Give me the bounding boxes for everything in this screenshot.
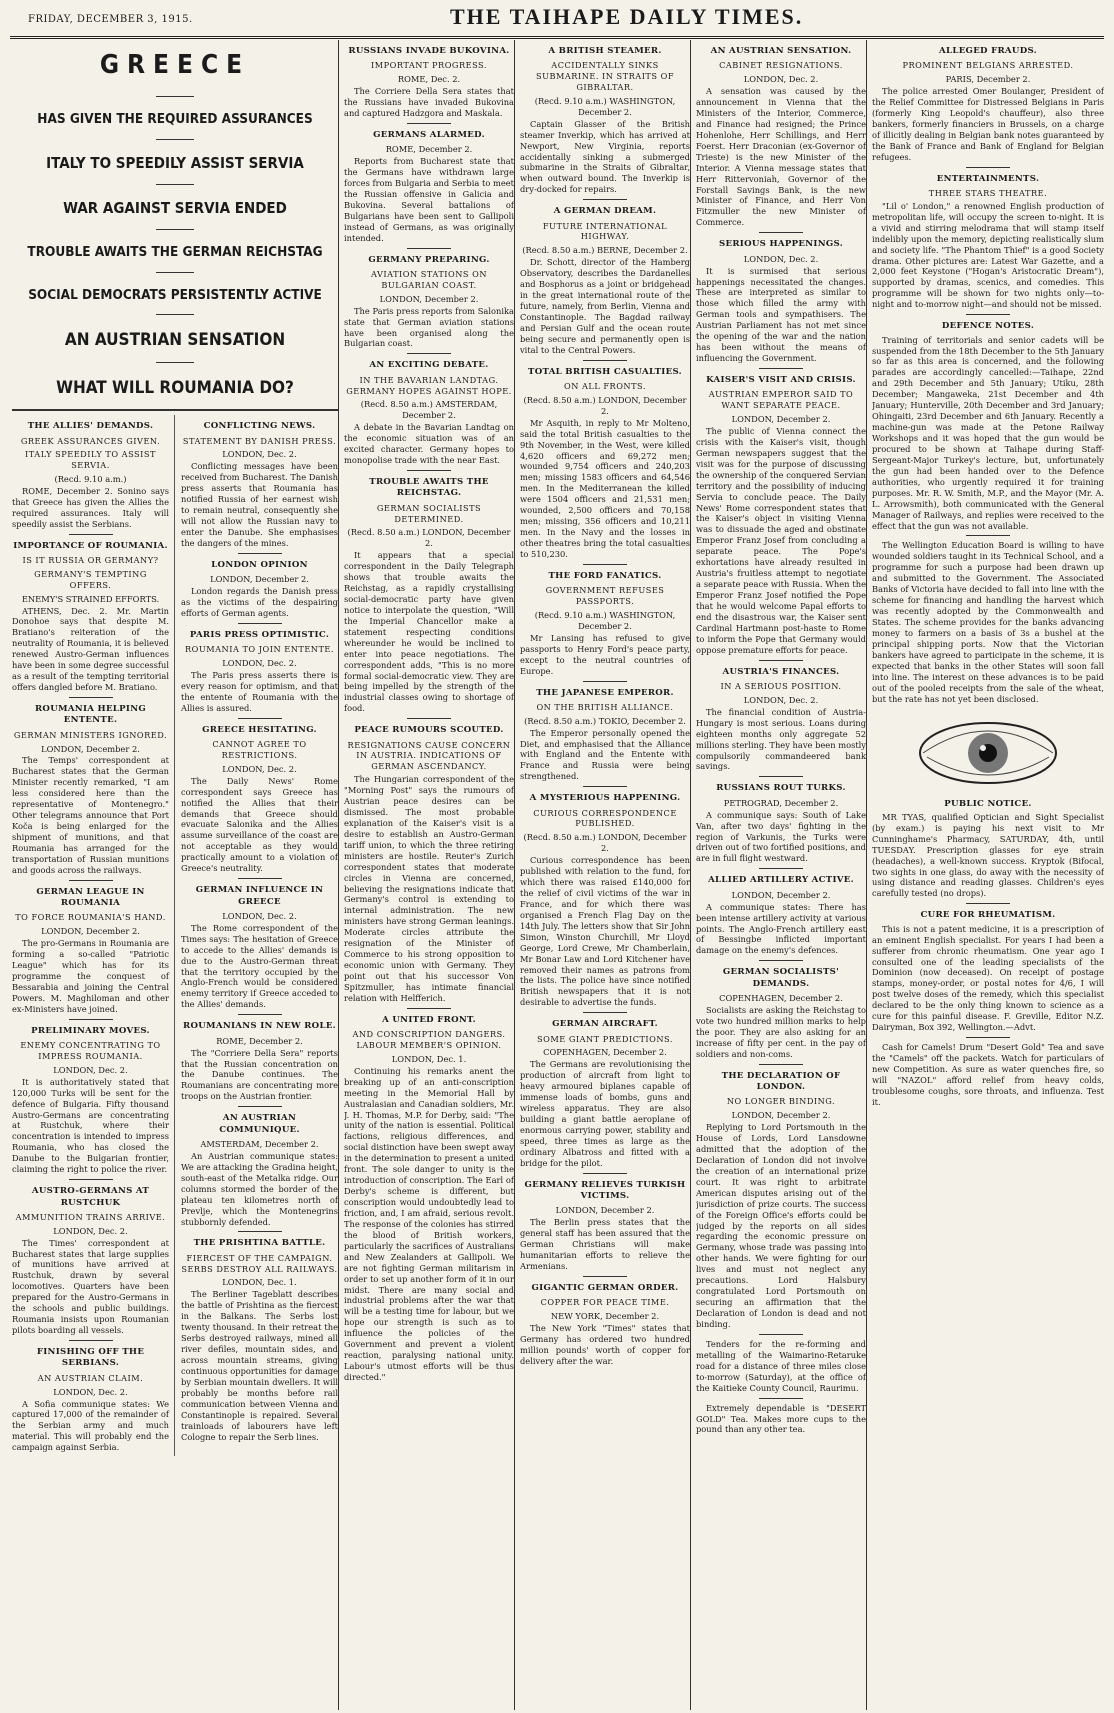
article-body: The Daily News' Rome correspondent says Greece has notified the Allies that their demands that Greece should evacuate Salonika and the Allies assume surveillance of the coast are not acceptable as they would practically amount to a violation of Greece's neutrality. [181,775,338,874]
article-body: Mr Asquith, in reply to Mr Molteno, said the total British casualties to the 9th November, in the West, were killed 4,620 officers and 69,272 men; wounded 9,754 officers and 240,203 men; missing 1583 officers and 64,546 men. In the Mediterranean the killed were 1504 officers and 21,531 men; wounded, 2,500 officers and 70,158 men; missing, 356 officers and 10,211 men. In the Navy and the losses in other theatres bring the total casualties to 510,230. [520,417,690,559]
dateline: (Recd. 8.50 a.m.) BERNE, December 2. [522,245,688,256]
article-headline: PARIS PRESS OPTIMISTIC. [189,629,330,640]
article-body: Mr Lansing has refused to give passports to Henry Ford's peace party, except to the neutral countries of Europe. [520,632,690,676]
article-body: An Austrian communique states: We are attacking the Gradina height, south-east of the Metalka ridge. Our columns stormed the border of the plateau ten kilometres north of Prevlje, which the Montenegrins stubbornly defended. [181,1150,338,1227]
article-body: ATHENS, Dec. 2. Mr. Martin Donohoe says that despite M. Bratiano's reiteration of the neutrality of Roumania, it is believed renewed Austro-German influences have been in some degree successful as a result of the tempting territorial offers dangled before M. Bratiano. [12,605,169,693]
article-subhead: STATEMENT BY DANISH PRESS. [182,435,337,446]
article-body: It is surmised that serious happenings necessitated the changes. These are interpreted as similar to those which filled the army with German tools and sympathisers. The Austrian Parliament has not met since the opening of the war and the nation has been without the means of influencing the Government. [696,265,866,364]
banner-line-5: SOCIAL DEMOCRATS PERSISTENTLY ACTIVE [28,286,322,303]
article-headline: AN AUSTRIAN SENSATION. [710,46,852,56]
article-body: Conflicting messages have been received from Bucharest. The Danish press asserts that Roumania has notified Russia of her earnest wish to remain neutral, consequently she will not allow the Russian navy to enter the Danube. She emphasises the dangers of the mines. [181,461,338,548]
article-body: The Paris press asserts there is every reason for optimism, and that the entente of Roumania with the Allies is assured. [181,670,338,713]
dateline: PARIS, December 2. [945,74,1031,85]
dateline: ROME, Dec. 2. [397,74,461,85]
article-subhead: RESIGNATIONS CAUSE CONCERN IN AUSTRIA. INDICATIONS OF GERMAN ASCENDANCY. [347,739,511,772]
dateline: LONDON, December 2. [731,889,831,900]
article-subhead: AVIATION STATIONS ON BULGARIAN COAST. [370,269,488,290]
article-body: A sensation was caused by the announcement in Vienna that the Ministers of the Interior, Commerce, and Finance had resigned; the Prince Hohenlohe, Herr Schillings, and Herr Foerst. Herr Draconian (ex-Governor of Trieste) is the new Minister of the Interior. A Vienna message states that Herr Rittervoniah, Governor of the Forstall Savings Bank, is the new Minister of Finance, and Herr Von Fitzmuller the new Minister of Commerce. [696,86,866,228]
article-body: The police arrested Omer Boulanger, President of the Relief Committee for Distressed Belgians in Paris (formerly King Leopold's chauffeur), also three bankers, formerly financiers in Brussels, on a charge of illicitly dealing in Belgian bank notes guaranteed by the Bank of France and Bank of England for Belgian refugees. [872,86,1104,162]
article-body: The Berlin press states that the general staff has been assured that the German Christians will make humanitarian efforts to relieve the Armenians. [520,1217,690,1272]
article-subhead: NO LONGER BINDING. [726,1096,836,1107]
article-subhead: SOME GIANT PREDICTIONS. [537,1033,673,1044]
dateline: LONDON, December 2. [555,1205,655,1216]
dateline: LONDON, Dec. 2. [743,694,819,705]
article-body: It appears that a special correspondent in the Daily Telegraph shows that trouble awaits the Reichstag, as a rapidly crystallising social-democratic party have given notice to interpolate the question, "Will the Imperial Chancellor make a statement respecting conditions whereunder he would be inclined to enter into peace negotiations. The correspondent adds, "This is no more formal social-democratic view. They are being impelled by the strength of the industrial classes owing to shortage of food. [344,550,514,714]
article-headline: ENTERTAINMENTS. [936,173,1040,184]
dateline: LONDON, December 2. [41,926,140,937]
article-body: Captain Glasser of the British steamer Inverkip, which has arrived at Newport, New Virginia, reports accidentally sinking a submerged submarine in the Straits of Gibraltar, when outward bound. The Inverkip is dry-docked for repairs. [520,118,690,195]
article-subhead: IN A SERIOUS POSITION. [720,680,842,691]
article-subhead: ENEMY CONCENTRATING TO IMPRESS ROUMANIA. [20,1040,161,1061]
article-body: The New York "Times" states that Germany has ordered two hundred million pounds' worth of copper for delivery after the war. [520,1323,690,1367]
banner-line-4: TROUBLE AWAITS THE GERMAN REICHSTAG [27,243,323,260]
article-subhead: AND CONSCRIPTION DANGERS. LABOUR MEMBER'S OPINION. [352,1029,506,1050]
article-headline: THE JAPANESE EMPEROR. [536,687,674,698]
banner-line-3: WAR AGAINST SERVIA ENDED [63,198,287,217]
article-headline: GERMANY RELIEVES TURKISH VICTIMS. [524,1179,686,1202]
article-headline: AN EXCITING DEBATE. [369,360,489,371]
dateline: LONDON, Dec. 1. [391,1053,467,1064]
banner-line-1: HAS GIVEN THE REQUIRED ASSURANCES [37,111,313,128]
article-subhead: AN AUSTRIAN CLAIM. [37,1372,144,1383]
article-headline: THE PRISHTINA BATTLE. [193,1238,326,1249]
article-body: The Times' correspondent at Bucharest states that large supplies of munitions have arrived at Rustchuk, drawn by several locomotives. Quarters have been prepared for the Austro-Germans in the schools and public buildings. Roumania insists upon Roumanian pilots boarding all vessels. [12,1237,169,1336]
dateline: LONDON, Dec. 2. [222,910,297,921]
article-body: MR TYAS, qualified Optician and Sight Specialist (by exam.) is paying his next visit to Mr Cunninghame's Pharmacy, SATURDAY, 4th, until TUESDAY. Prescription glasses for eye strain (headaches), a well-known success. Kryptok (Bifocal, two sights in one glass, do away with the necessity of using distance and reading glasses. Children's eyes carefully tested (no drops). [872,811,1104,899]
article-headline: THE DECLARATION OF LONDON. [721,1070,841,1092]
article-body: The Rome correspondent of the Times says: The hesitation of Greece to accede to the Allies' demands is due to the Austro-German threat that the territory occupied by the Anglo-French would be considered enemy territory if Greece acceded to the Allies' demands. [181,922,338,1010]
article-headline: GERMANS ALARMED. [373,129,485,140]
dateline: (Recd. 9.10 a.m.) [54,474,127,485]
article-subhead: CABINET RESIGNATIONS. [719,60,843,71]
article-subhead: IN THE BAVARIAN LANDTAG. GERMANY HOPES AGAINST HOPE. [346,374,512,396]
article-body: The Germans are revolutionising the production of aircraft from light to heavy armoured biplanes capable of immense loads of bombs, guns and wireless apparatus. They are also building a giant battle aeroplane of enormous carrying power, stability and speed, three times as large as the ordinary Albatross and fitted with a bridge for the pilot. [520,1059,690,1168]
banner-line-7: WHAT WILL ROUMANIA DO? [56,377,294,398]
article-headline: PEACE RUMOURS SCOUTED. [354,725,504,736]
article-body: The pro-Germans in Roumania are forming a so-called "Patriotic League" which has for its programme the conquest of Bessarabia and joining the Central Powers. M. Maghiloman and other ex-Ministers have joined. [12,938,169,1014]
article-body: The public of Vienna connect the crisis with the Kaiser's visit, though German newspapers suggest that the visit was for the purpose of discussing the ownership of the conquered Servian territory and the possibility of inducing Servia to conclude peace. The Daily News' Rome correspondent states that the Kaiser's object in visiting Vienna was to dissuade the aged and obstinate Emperor Franz Josef from concluding a separate peace. The Pope's exhortations have already resulted in Austria's fruitless attempt to negotiate a separate peace with Russia. When the Emperor Franz Josef notified the Pope that he would welcome Papal efforts to end the disastrous war, the Kaiser sent Cardinal Hartmann post-haste to Rome to inform the Pope that Germany would oppose premature efforts for peace. [696,425,866,655]
article-subhead: COPPER FOR PEACE TIME. [540,1297,670,1308]
article-body: The Paris press reports from Salonika state that German aviation stations have been organised along the Bulgarian coast. [344,305,514,349]
article-body: Training of territorials and senior cadets will be suspended from the 18th December to the 5th January so far as this area is concerned, and the following parades are accordingly cancelled:—Taihape, 22nd and 29th December and 5th January; Utiku, 28th December; Mangaweka, 21st December and 4th January; Hunterville, 20th December and 3rd January; Ohingaiti, 23rd December and 6th January. Recently a machine-gun was made at the Petone Railway Workshops and it was hoped that the gun would be procured to be shown at Taihape during Staff-Sergeant-Major Turkey's lecture, but, unfortunately the gun had been handed over to the Defence authorities, who urgently required it for training purposes. Mr. R. W. Smith, M.P., and the Mayor (Mr. A. L. Arrowsmith), both communicated with the General Manager of Railways, and replies were received to the effect that the gun was not available. [872,334,1104,531]
article-body: This is not a patent medicine, it is a prescription of an eminent English specialist. For years I had been a sufferer from chronic rheumatism. One year ago I consulted one of the leading specialists of the Dominion (now deceased). On receipt of postage stamps, money-order, or postal notes for 4/6, I will post twelve doses of the remedy, which this specialist declared to be the only thing known to science as a cure for this painful disease. F. Greville, Editor N.Z. Dairyman, Box 392, Wellington.—Advt. [872,923,1104,1033]
banner-line-6: AN AUSTRIAN SENSATION [64,330,286,351]
article-headline: KAISER'S VISIT AND CRISIS. [706,375,856,386]
article-headline: RUSSIANS ROUT TURKS. [716,783,846,794]
article-body: The financial condition of Austria-Hungary is most serious. Loans during eighteen months only aggregate 52 millions sterling. They have been mostly compulsorily commandeered bank savings. [696,706,866,772]
tea-advert: Extremely dependable is "DESERT GOLD" Tea. Makes more cups to the pound than any other tea. [696,1402,866,1435]
article-headline: FINISHING OFF THE SERBIANS. [36,1347,145,1369]
article-body: The Hungarian correspondent of the "Morning Post" says the rumours of Austrian peace desires can be dismissed. The most probable explanation of the Kaiser's visit is a desire to establish an Austro-German tariff union, to which the three retiring ministers are hostile. Reuter's Zurich correspondent states that moderate circles in Vienna are concerned, believing the resignations indicate that Germany's control is extending to internal administration. The new ministers have strong German leanings. Moderate circles attribute the resignation of the Minister of Commerce to his strong opposition to economic union with Germany. They point out that his successor Von Spitzmuller, has intimate financial relation with Helfferich. [344,774,514,1003]
article-body: A debate in the Bavarian Landtag on the economic situation was of an excited character. Germany hopes to monopolise trade with the near East. [344,422,514,466]
dateline: LONDON, December 2. [379,293,479,304]
article-headline: GERMAN INFLUENCE IN GREECE [195,885,324,907]
article-subhead: ACCIDENTALLY SINKS SUBMARINE. IN STRAITS OF GIBRALTAR. [535,60,674,92]
article-body: The Temps' correspondent at Bucharest states that the German Minister recently remarked, "I am less considered here than the representative of Montenegro." Other telegrams announce that Port Koča is being enlarged for the shipment of munitions, and that Roumania has arranged for the transportation of Russian munitions and goods across the railways. [12,755,169,875]
column-1-right [181,415,338,1456]
masthead [10,0,1104,39]
article-headline: PRELIMINARY MOVES. [31,1025,150,1036]
dateline: (Recd. 8.50 a.m.) TOKIO, December 2. [524,715,686,726]
dateline: LONDON, Dec. 2. [743,74,819,85]
issue-date: FRIDAY, DECEMBER 3, 1915. [28,14,193,25]
article-subhead: ITALY SPEEDILY TO ASSIST SERVIA. [25,449,156,471]
article-body: Dr. Schott, director of the Hamberg Observatory, describes the Dardanelles and Bosphorus as a joint or bridgehead in the great international route of the future, namely, from Berlin, Vienna and Constantinople. The Bagdad railway and Persian Gulf and the ocean route being secure and permanently open is vital to the Central Powers. [520,257,690,355]
dateline: NEW YORK, December 2. [550,1311,660,1322]
article-body: The "Corriere Della Sera" reports that the Russian concentration on the Danube continues. The Roumanians are concentrating more troops on the Austrian frontier. [181,1047,338,1102]
article-headline: THE ALLIES' DEMANDS. [27,421,154,432]
article-subhead: IMPORTANT PROGRESS. [371,60,487,71]
article-headline: ROUMANIA HELPING ENTENTE. [34,704,147,726]
dateline: LONDON, Dec. 2. [53,1386,128,1397]
column-4 [696,40,867,1710]
article-headline: PUBLIC NOTICE. [944,798,1032,809]
article-subhead: GERMAN MINISTERS IGNORED. [13,729,168,740]
column-2 [344,40,515,1710]
article-subhead: PROMINENT BELGIANS ARRESTED. [902,60,1074,71]
article-subhead: GERMAN SOCIALISTS DETERMINED. [376,502,482,524]
banner-line-2: ITALY TO SPEEDILY ASSIST SERVIA [46,154,304,173]
article-body: Curious correspondence has been published with relation to the fund, for which there was raised £140,000 for the relief of civil victims of the war in France, and for which there was organised a French Flag Day on the 14th July. The letters show that Sir John Simon, Winston Churchill, Mr Lloyd George, Lord Crewe, Mr Chamberlain, Mr Bonar Law and Lord Kitchener have removed their names as patrons from the lists. The police have since notified British newspapers that it is not desirable to advertise the funds. [520,855,690,1008]
dateline: (Recd. 8.50 a.m.) LONDON, December 2. [347,527,511,549]
article-body: The Emperor personally opened the Diet, and emphasised that the Alliance with England and the Entente with France and Russia were being strengthened. [520,727,690,782]
dateline: COPENHAGEN, December 2. [543,1047,667,1058]
article-body: It is authoritatively stated that 120,000 Turks will be sent for the defence of Bulgaria. Fifty thousand Austro-Germans are concentrating at Rustchuk, where their concentration is intended to impress Roumania, who has closed the Danube to the Bulgarian frontier, claiming the right to police the river. [12,1076,169,1175]
tender-notice: Tenders for the re-forming and metalling of the Waimarino-Retaruke road for a distance of three miles close to-morrow (Saturday), at the office of the Kaitieke County Council, Raurimu. [696,1338,866,1393]
article-headline: TOTAL BRITISH CASUALTIES. [528,366,682,377]
article-body: A communique states: There has been intense artillery activity at various points. The Anglo-French artillery east of Bessingbe inflicted important damage on the enemy's defences. [696,901,866,956]
dateline: (Recd. 9.10 a.m.) WASHINGTON, December 2. [534,609,676,631]
article-body: The Berliner Tageblatt describes the battle of Prishtina as the fiercest in the Balkans. The Serbs lost twenty thousand. In their retreat the Serbs destroyed railways, mined all river defiles, mountain sides, and across mountain streams, giving continuous opportunities for damage by Serbian mountain dwellers. It will probably be months before rail communication between Vienna and Constantinople is repaired. Several trainloads of labourers have left Cologne to repair the Serb lines. [181,1289,338,1442]
article-headline: LONDON OPINION [211,559,308,570]
article-headline: ALLIED ARTILLERY ACTIVE. [708,875,854,886]
article-body: Cash for Camels! Drum "Desert Gold" Tea and save the "Camels" off the packets. Watch for particulars of new Competition. As sure as water quenches fire, so will "NAZOL" afford relief from heavy colds, troublesome coughs, sore throats, and influenza. Test it. [872,1042,1104,1107]
dateline: PETROGRAD, December 2. [723,797,839,808]
eye-illustration [913,713,1063,793]
article-headline: AN AUSTRIAN COMMUNIQUE. [219,1113,300,1135]
dateline: (Recd. 9.10 a.m.) WASHINGTON, December 2. [534,95,676,117]
article-body: A Sofia communique states: We captured 17,000 of the remainder of the Serbian army and much material. This will probably end the campaign against Serbia. [12,1398,169,1453]
article-body: Reports from Bucharest state that the Germans have withdrawn large forces from Bulgaria and Serbia to meet the Russian offensive in Galicia and Bukovina. Several battalions of Bulgarians have been sent to Gallipoli instead of Germans, as was originally intended. [344,156,514,243]
article-headline: AUSTRO-GERMANS AT RUSTCHUK [31,1186,150,1208]
dateline: LONDON, December 2. [41,743,140,754]
dateline: LONDON, December 2. [731,414,831,425]
column-3 [520,40,691,1710]
article-headline: IMPORTANCE OF ROUMANIA. [13,540,168,551]
dateline: LONDON, December 2. [210,574,309,585]
dateline: LONDON, Dec. 2. [222,763,297,774]
article-headline: GERMAN AIRCRAFT. [552,1019,658,1030]
article-subhead: FIERCEST OF THE CAMPAIGN. SERBS DESTROY ALL RAILWAYS. [181,1252,338,1274]
main-headline: GREECE [99,50,251,80]
article-headline: CURE FOR RHEUMATISM. [920,910,1056,921]
column-1-left [12,415,175,1456]
dateline: LONDON, Dec. 2. [53,1064,128,1075]
article-subhead: CANNOT AGREE TO RESTRICTIONS. [212,739,307,760]
article-headline: TROUBLE AWAITS THE REICHSTAG. [369,477,489,499]
article-body: ROME, December 2. Sonino says that Greece has given the Allies the required assurances. Italy will speedily assist the Serbians. [12,485,169,529]
article-subhead: ON ALL FRONTS. [564,380,646,391]
article-headline: GERMAN LEAGUE IN ROUMANIA [36,886,145,909]
article-subhead: ROUMANIA TO JOIN ENTENTE. [184,644,335,655]
article-subhead: GOVERNMENT REFUSES PASSPORTS. [545,585,665,607]
article-headline: GERMANY PREPARING. [368,254,490,265]
article-body: The Corriere Della Sera states that the Russians have invaded Bukovina and captured Hadzgora and Maskala. [344,86,514,118]
dateline: LONDON, Dec. 2. [53,1225,128,1236]
dateline: AMSTERDAM, December 2. [200,1138,319,1149]
article-subhead: CURIOUS CORRESPONDENCE PUBLISHED. [533,807,677,829]
article-headline: A BRITISH STEAMER. [548,46,662,56]
article-subhead: GREEK ASSURANCES GIVEN. [20,435,161,446]
article-subhead: FUTURE INTERNATIONAL HIGHWAY. [542,220,668,242]
newspaper-title: THE TAIHAPE DAILY TIMES. [450,4,804,29]
article-headline: THE FORD FANATICS. [548,570,662,581]
article-subhead: TO FORCE ROUMANIA'S HAND. [15,912,166,923]
dateline: COPENHAGEN, December 2. [719,993,843,1003]
article-subhead: ON THE BRITISH ALLIANCE. [536,701,674,712]
article-headline: A UNITED FRONT. [382,1014,476,1025]
article-body: London regards the Danish press as the victims of the despairing efforts of German agents. [181,586,338,618]
article-subhead: GERMANY'S TEMPTING OFFERS. [34,568,147,590]
column-5 [872,40,1104,1710]
article-body: The Wellington Education Board is willing to have wounded soldiers taught in its Technical School, and a programme for such a purpose had been drawn up and submitted to the Government. The Associated Banks of Victoria have decided to fall into line with the scheme for financing and handling the harvest which was recently adopted by the Commonwealth and States. The scheme provides for the banks advancing money to farmers on a basis of 3s a bushel at the principal shipping ports. Now that the Victorian bankers have agreed to participate in the scheme, it is expected that banks in the other States will soon fall into line. The interest on these advances is to be paid out of the pooled receipts from the sale of the wheat, but the rate has not yet been disclosed. [872,540,1104,704]
article-subhead: THREE STARS THEATRE. [928,188,1048,199]
article-headline: AUSTRIA'S FINANCES. [722,666,840,677]
article-headline: ROUMANIANS IN NEW ROLE. [183,1021,336,1032]
dateline: LONDON, Dec. 2. [222,658,297,669]
article-headline: GIGANTIC GERMAN ORDER. [531,1283,679,1294]
article-headline: DEFENCE NOTES. [941,321,1035,332]
dateline: LONDON, Dec. 1. [222,1277,297,1288]
article-headline: ALLEGED FRAUDS. [939,46,1037,56]
dateline: ENEMY'S STRAINED EFFORTS. [21,593,160,604]
dateline: (Recd. 8.50 a.m.) LONDON, December 2. [523,394,687,416]
article-headline: RUSSIANS INVADE BUKOVINA. [348,46,510,56]
article-subhead: AMMUNITION TRAINS ARRIVE. [15,1211,166,1222]
article-headline: GERMAN SOCIALISTS' DEMANDS. [722,967,840,989]
article-subhead: IS IT RUSSIA OR GERMANY? [22,555,159,566]
article-body: A communique says: South of Lake Van, after two days' fighting in the region of Varkunis, the Turks were driven out of two fortified positions, and are in full flight westward. [696,809,866,864]
dateline: LONDON, Dec. 2. [222,449,297,460]
article-body: Replying to Lord Portsmouth in the House of Lords, Lord Lansdowne admitted that the adoption of the Declaration of London did not involve the creation of an international prize court. It was right to arbitrate American disputes arising out of the jurisdiction of prize courts. The success of the Foreign Office's efforts could be judged by the reports on all sides regarding the economic pressure on Germany, whose trade was passing into other hands. We were fighting for our lives and must not neglect any precautions. Lord Halsbury congratulated Lord Portsmouth on securing an affirmation that the Declaration of London is dead and not binding. [696,1122,866,1329]
column-1 [12,40,339,1710]
dateline: (Recd. 8.50 a.m.) AMSTERDAM, December 2. [360,399,498,421]
article-headline: GREECE HESITATING. [202,724,317,735]
article-subhead: AUSTRIAN EMPEROR SAID TO WANT SEPARATE PEACE. [708,389,854,411]
article-headline: SERIOUS HAPPENINGS. [718,239,844,250]
dateline: (Recd. 8.50 a.m.) LONDON, December 2. [523,832,687,854]
article-body: Socialists are asking the Reichstag to vote two hundred million marks to help the poor. They are also asking for an increase of fifty per cent. in the pay of soldiers and non-coms. [696,1004,866,1059]
article-headline: A GERMAN DREAM. [553,206,657,217]
article-body: "Lil o' London," a renowned English production of metropolitan life, will occupy the screen to-night. It is a vivid and stirring melodrama that will stamp itself indelibly upon the memory, depicting realistically slum and society life. "The Phantom Thief" is a good Society drama. Other pictures are: Latest War Gazette, and a 2,000 feet Keystone ("Hogan's Aristocratic Dream"), supported by dramas, scenics, and comedies. This programme will be shown for two nights only—to-night and to-morrow night—and should not be missed. [872,200,1104,310]
article-body: Continuing his remarks anent the breaking up of an anti-conscription meeting in the Memorial Hall by Australasian and Canadian soldiers, Mr. J. H. Thomas, M.P. for Derby, said: "The unity of the nation is essential. Political factions, religious differences, and social distinction have been swept away in the determination to present a united front. The sole danger to unity is the introduction of conscription. The Earl of Derby's scheme is different, but conscription would undoubtedly lead to friction, and, I am afraid, serious revolt. The response of the colonies has stirred the blood of British workers, particularly the sacrifices of Australians and New Zealanders at Gallipoli. We are not fighting German militarism in order to set up another form of it in our midst. There are many social and industrial problems after the war that will be a testing time for labour, but we hope our strength is such as to influence the policies of the Government and prevent a violent reaction, paralysing national unity. Labour's utmost efforts will be thus directed." [344,1065,514,1382]
article-headline: CONFLICTING NEWS. [203,421,316,432]
article-headline: A MYSTERIOUS HAPPENING. [529,793,681,804]
dateline: ROME, December 2. [216,1035,303,1046]
dateline: LONDON, December 2. [731,1110,831,1121]
dateline: LONDON, Dec. 2. [743,253,819,264]
dateline: ROME, December 2. [385,144,473,155]
